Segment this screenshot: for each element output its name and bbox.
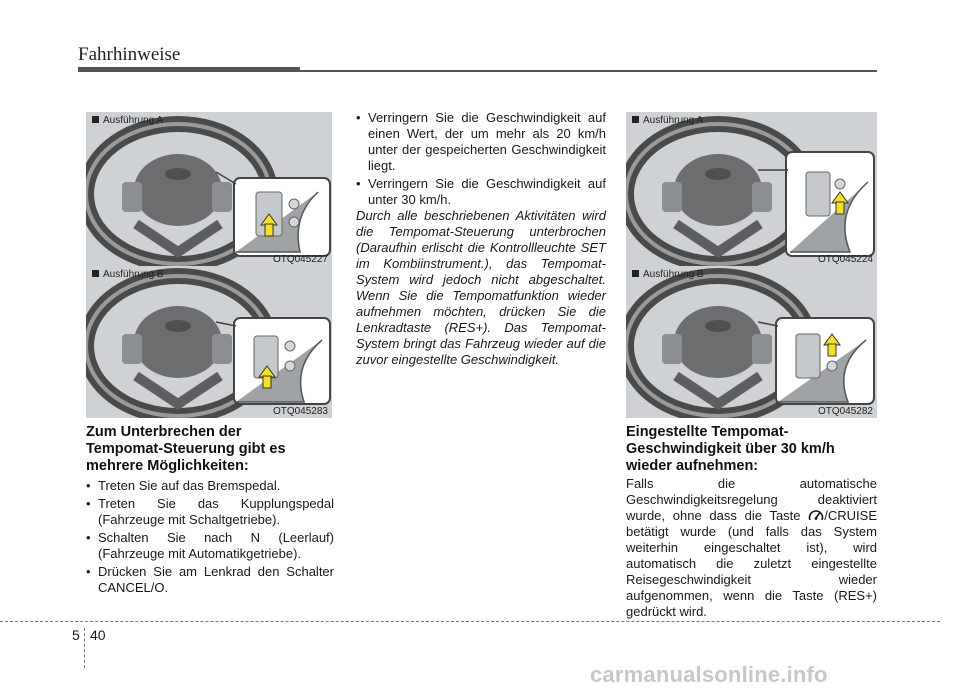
chapter-number: 5 [72,627,80,643]
list-item: • Treten Sie auf das Bremspedal. [86,478,334,494]
page-header-title: Fahrhinweise [78,44,181,65]
footer-divider [84,628,85,668]
figure-variant-label: Ausführung B [632,269,704,280]
footer-rule [0,621,940,622]
figure-steering-wheel-variant-b-left [86,266,332,418]
steering-wheel-illustration [86,112,332,266]
watermark: carmanualsonline.info [590,662,828,687]
figure-variant-label: Ausführung A [92,115,163,126]
figure-code: OTQ045282 [817,406,873,417]
speed-reduction-list [356,110,606,210]
figure-steering-wheel-variant-b-right [626,266,877,418]
list-item: • Verringern Sie die Geschwindigkeit auf unter 30 km/h. [356,176,606,208]
section-heading-interrupt: Zum Unterbrechen der Tempomat-Steuerung gibt es mehrere Möglichkeiten: [86,424,286,474]
resume-description: Falls die automatische Geschwindigkeitsregelung deaktiviert wurde, ohne dass die Taste /CRUISE betätigt wurde (und falls das System weiterhin eingeschaltet ist), wird automatisch die zuletzt eingestellte Reisegeschwindigkeit wieder aufgenommen, wenn die Taste (RES+) gedrückt wird. [626,476,877,619]
list-item: • Schalten Sie nach N (Leerlauf) (Fahrzeuge mit Automatikgetriebe). [86,530,334,562]
interrupt-methods-list [86,478,334,598]
header-rule-thin [300,70,877,72]
figure-variant-label: Ausführung A [632,115,703,126]
figure-variant-label: Ausführung B [92,269,164,280]
figure-code: OTQ045227 [272,254,328,265]
cruise-control-icon [808,509,824,523]
list-item: • Treten Sie das Kupplungspedal (Fahrzeuge mit Schaltgetriebe). [86,496,334,528]
steering-wheel-illustration [626,266,877,418]
figure-steering-wheel-variant-a-left [86,112,332,266]
list-item: • Verringern Sie die Geschwindigkeit auf einen Wert, der um mehr als 20 km/h unter der gespeicherten Geschwindigkeit liegt. [356,110,606,174]
interrupt-note: Durch alle beschriebenen Aktivitäten wird die Tempomat-Steuerung unterbrochen (Daraufhin erlischt die Kontrollleuchte SET im Kombiinstrument.), das Tempomat-System wird jedoch nicht abgeschaltet. Wenn Sie die Tempomatfunktion wieder aufnehmen möchten, drücken Sie die Lenkradtaste (RES+). Das Tempomat-System bringt das Fahrzeug wieder auf die zuvor eingestellte Geschwindigkeit. [356,208,606,367]
figure-steering-wheel-variant-a-right [626,112,877,266]
section-heading-resume: Eingestellte Tempomat- Geschwindigkeit über 30 km/h wieder aufnehmen: [626,424,835,474]
header-rule-thick [78,67,300,72]
list-item: • Drücken Sie am Lenkrad den Schalter CANCEL/O. [86,564,334,596]
figure-code: OTQ045224 [817,254,873,265]
steering-wheel-illustration [86,266,332,418]
steering-wheel-illustration [626,112,877,266]
figure-code: OTQ045283 [272,406,328,417]
page-number: 40 [90,627,106,643]
